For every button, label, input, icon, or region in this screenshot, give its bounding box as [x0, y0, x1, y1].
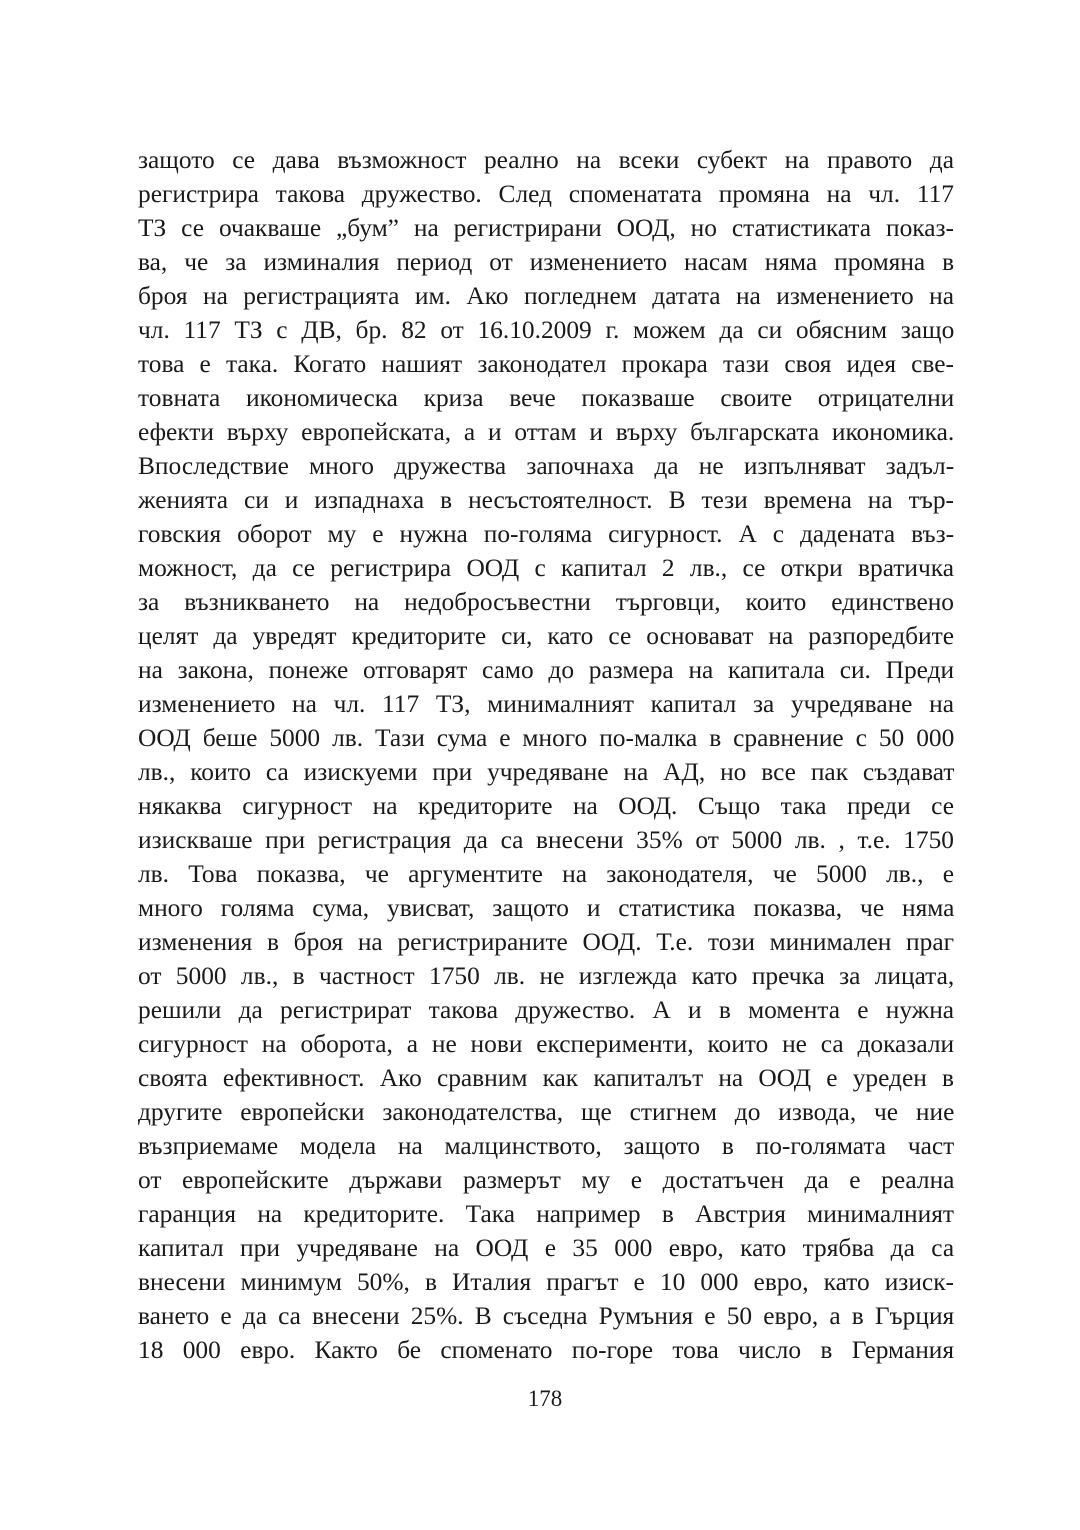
text-line: ва, че за изминалия период от изменението насам няма промяна в	[138, 248, 954, 276]
text-line: чл. 117 ТЗ с ДВ, бр. 82 от 16.10.2009 г. можем да си обясним защо	[138, 316, 954, 344]
text-line: товната икономическа криза вече показваше своите отрицателни	[138, 384, 954, 412]
text-line: защото се дава възможност реално на всеки субект на правото да	[138, 146, 954, 174]
text-line: изменения в броя на регистрираните ООД. Т.е. този минимален праг	[138, 928, 954, 956]
text-line: някаква сигурност на кредиторите на ООД. Също така преди се	[138, 792, 954, 820]
text-line: сигурност на оборота, а не нови експерименти, които не са доказали	[138, 1030, 954, 1058]
text-line: гаранция на кредиторите. Така например в Австрия минималният	[138, 1200, 954, 1228]
text-line: броя на регистрацията им. Ако погледнем датата на изменението на	[138, 282, 954, 310]
text-line: своята ефективност. Ако сравним как капиталът на ООД е уреден в	[138, 1064, 954, 1092]
body-text	[138, 143, 954, 1367]
text-line: говския оборот му е нужна по-голяма сигурност. А с дадената въз-	[138, 520, 954, 548]
text-line: лв., които са изискуеми при учредяване на АД, но все пак създават	[138, 758, 954, 786]
text-line: ефекти върху европейската, а и оттам и върху българската икономика.	[138, 418, 954, 446]
text-line: Впоследствие много дружества започнаха да не изпълняват задъл-	[138, 452, 954, 480]
text-line: регистрира такова дружество. След споменатата промяна на чл. 117	[138, 180, 954, 208]
text-line: женията си и изпаднаха в несъстоятелност. В тези времена на тър-	[138, 486, 954, 514]
text-line: решили да регистрират такова дружество. А и в момента е нужна	[138, 996, 954, 1024]
text-line: ването е да са внесени 25%. В съседна Румъния е 50 евро, а в Гърция	[138, 1302, 954, 1330]
text-line: изискваше при регистрация да са внесени 35% от 5000 лв. , т.е. 1750	[138, 826, 954, 854]
text-line: другите европейски законодателства, ще стигнем до извода, че ние	[138, 1098, 954, 1126]
text-line: от европейските държави размерът му е достатъчен да е реална	[138, 1166, 954, 1194]
text-line: 18 000 евро. Както бе споменато по-горе това число в Германия	[138, 1336, 954, 1364]
text-line: това е така. Когато нашият законодател прокара тази своя идея све-	[138, 350, 954, 378]
text-line: ООД беше 5000 лв. Тази сума е много по-малка в сравнение с 50 000	[138, 724, 954, 752]
text-line: целят да увредят кредиторите си, като се основават на разпоредбите	[138, 622, 954, 650]
page-number: 178	[527, 1386, 563, 1411]
text-line: изменението на чл. 117 ТЗ, минималният капитал за учредяване на	[138, 690, 954, 718]
text-line: лв. Това показва, че аргументите на законодателя, че 5000 лв., е	[138, 860, 954, 888]
text-line: внесени минимум 50%, в Италия прагът е 10 000 евро, като изиск-	[138, 1268, 954, 1296]
text-line: от 5000 лв., в частност 1750 лв. не изглежда като пречка за лицата,	[138, 962, 954, 990]
text-line: ТЗ се очакваше „бум” на регистрирани ООД, но статистиката показ-	[138, 214, 954, 242]
text-line: капитал при учредяване на ООД е 35 000 евро, като трябва да са	[138, 1234, 954, 1262]
text-line: за възникването на недобросъвестни търговци, които единствено	[138, 588, 954, 616]
text-line: можност, да се регистрира ООД с капитал 2 лв., се откри вратичка	[138, 554, 954, 582]
text-line: възприемаме модела на малцинството, защото в по-голямата част	[138, 1132, 954, 1160]
text-line: на закона, понеже отговарят само до размера на капитала си. Преди	[138, 656, 954, 684]
text-line: много голяма сума, увисват, защото и статистика показва, че няма	[138, 894, 954, 922]
